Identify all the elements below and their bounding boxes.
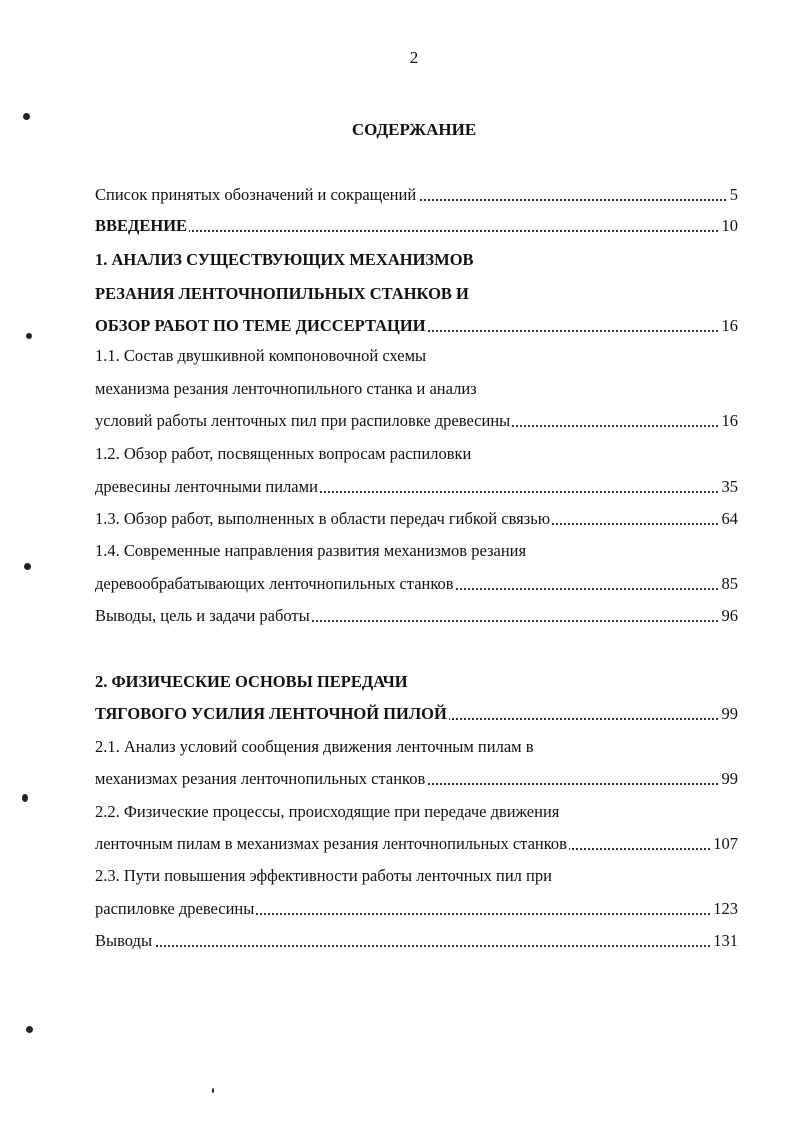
toc-page-number: 5 [728,183,738,207]
scan-speck [22,794,28,802]
toc-page-number: 64 [720,507,739,531]
toc-entry[interactable]: ВВЕДЕНИЕ 10 [95,214,738,238]
toc-entry[interactable]: ТЯГОВОГО УСИЛИЯ ЛЕНТОЧНОЙ ПИЛОЙ 99 [95,702,738,726]
scan-speck [23,113,30,120]
toc-entry[interactable]: 2.3. Пути повышения эффективности работы ленточных пил при [95,866,552,885]
toc-entry[interactable]: механизма резания ленточнопильного станка и анализ [95,379,477,398]
scan-speck [24,563,31,570]
toc-page-number: 123 [711,897,738,921]
toc-entry[interactable]: деревообрабатывающих ленточнопильных станков 85 [95,572,738,596]
toc-page-number: 35 [720,475,739,499]
toc-entry[interactable]: Список принятых обозначений и сокращений 5 [95,183,738,207]
toc-page-number: 99 [720,767,739,791]
toc-entry[interactable]: условий работы ленточных пил при распиловке древесины 16 [95,409,738,433]
toc-entry[interactable]: ОБЗОР РАБОТ ПО ТЕМЕ ДИССЕРТАЦИИ 16 [95,314,738,338]
toc-page-number: 16 [720,314,739,338]
toc-entry[interactable]: 1.4. Современные направления развития механизмов резания [95,541,527,560]
toc-entry[interactable]: 1.3. Обзор работ, выполненных в области передач гибкой связью 64 [95,507,738,531]
toc-page-number: 16 [720,409,739,433]
scan-speck [26,1026,33,1033]
page-number: 2 [409,48,419,67]
toc-entry[interactable]: распиловке древесины 123 [95,897,738,921]
scan-speck [26,333,32,339]
toc-entry[interactable]: Выводы 131 [95,929,738,953]
toc-entry[interactable]: 2. ФИЗИЧЕСКИЕ ОСНОВЫ ПЕРЕДАЧИ [95,672,408,691]
toc-page-number: 10 [720,214,739,238]
toc-entry[interactable]: 2.1. Анализ условий сообщения движения ленточным пилам в [95,737,534,756]
toc-entry[interactable]: механизмах резания ленточнопильных станков 99 [95,767,738,791]
toc-page-number: 131 [711,929,738,953]
toc-page-number: 85 [720,572,739,596]
toc-entry[interactable]: РЕЗАНИЯ ЛЕНТОЧНОПИЛЬНЫХ СТАНКОВ И [95,284,469,303]
toc-page-number: 99 [720,702,739,726]
toc-entry[interactable]: Выводы, цель и задачи работы 96 [95,604,738,628]
toc-page-number: 96 [720,604,739,628]
toc-entry[interactable]: 1.1. Состав двушкивной компоновочной схемы [95,346,427,365]
page-title: СОДЕРЖАНИЕ [351,120,477,139]
scan-speck [212,1088,214,1093]
toc-entry[interactable]: 1. АНАЛИЗ СУЩЕСТВУЮЩИХ МЕХАНИЗМОВ [95,250,474,269]
toc-entry[interactable]: древесины ленточными пилами 35 [95,475,738,499]
toc-entry[interactable]: ленточным пилам в механизмах резания ленточнопильных станков 107 [95,832,738,856]
toc-entry[interactable]: 2.2. Физические процессы, происходящие при передаче движения [95,802,560,821]
toc-entry[interactable]: 1.2. Обзор работ, посвященных вопросам распиловки [95,444,472,463]
toc-page-number: 107 [711,832,738,856]
